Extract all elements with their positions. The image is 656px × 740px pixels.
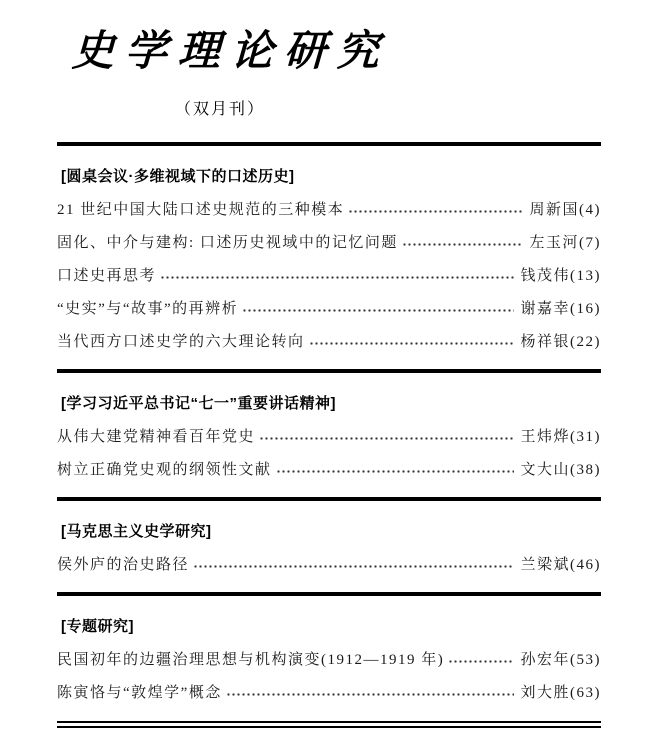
section-header: [马克思主义史学研究]	[61, 523, 212, 540]
article-title: 陈寅恪与“敦煌学”概念	[57, 685, 222, 701]
dot-leader	[242, 302, 513, 316]
toc-item	[57, 427, 601, 447]
section-header: [学习习近平总书记“七一”重要讲话精神]	[61, 395, 336, 412]
article-title: 固化、中介与建构: 口述历史视域中的记忆问题	[57, 235, 398, 251]
article-author-page: 兰梁斌(46)	[520, 557, 601, 573]
dot-leader	[226, 686, 514, 700]
toc-section-special-topics	[57, 596, 601, 703]
toc-section-roundtable	[57, 146, 601, 352]
dot-leader	[276, 463, 514, 477]
section-header: [圆桌会议·多维视域下的口述历史]	[61, 168, 295, 185]
article-author-page: 王炜烨(31)	[520, 429, 601, 445]
article-title: 侯外庐的治史路径	[57, 557, 190, 573]
article-title: 从伟大建党精神看百年党史	[57, 429, 256, 445]
toc-item	[57, 683, 601, 703]
dot-leader	[160, 269, 513, 283]
article-title: 树立正确党史观的纲领性文献	[57, 462, 272, 478]
dot-leader	[448, 653, 513, 667]
article-title: “史实”与“故事”的再辨析	[57, 301, 239, 317]
article-author-page: 孙宏年(53)	[520, 652, 601, 668]
toc-item	[57, 460, 601, 480]
dot-leader	[402, 236, 523, 250]
article-author-page: 刘大胜(63)	[520, 685, 601, 701]
toc-item	[57, 332, 601, 352]
toc-item	[57, 200, 601, 220]
article-title: 当代西方口述史学的六大理论转向	[57, 334, 305, 350]
article-author-page: 左玉河(7)	[529, 235, 601, 251]
dot-leader	[259, 430, 513, 444]
article-author-page: 钱茂伟(13)	[520, 268, 601, 284]
dot-leader	[309, 335, 514, 349]
dot-leader	[193, 558, 513, 572]
toc-item	[57, 555, 601, 575]
dot-leader	[348, 203, 522, 217]
article-title: 21 世纪中国大陆口述史规范的三种模本	[57, 202, 345, 218]
article-title: 民国初年的边疆治理思想与机构演变(1912—1919 年)	[57, 652, 445, 668]
article-author-page: 文大山(38)	[520, 462, 601, 478]
article-author-page: 杨祥银(22)	[520, 334, 601, 350]
bottom-double-rule	[57, 721, 601, 728]
section-header: [专题研究]	[61, 618, 134, 635]
toc-section-marxist-historiography	[57, 501, 601, 575]
toc-item	[57, 299, 601, 319]
toc-section-speech-spirit	[57, 373, 601, 480]
journal-title: 史学理论研究	[71, 29, 391, 75]
journal-subtitle: （双月刊）	[175, 101, 266, 118]
toc-item	[57, 233, 601, 253]
article-author-page: 周新国(4)	[529, 202, 601, 218]
article-title: 口述史再思考	[57, 268, 157, 284]
toc-item	[57, 266, 601, 286]
toc-item	[57, 650, 601, 670]
article-author-page: 谢嘉幸(16)	[520, 301, 601, 317]
